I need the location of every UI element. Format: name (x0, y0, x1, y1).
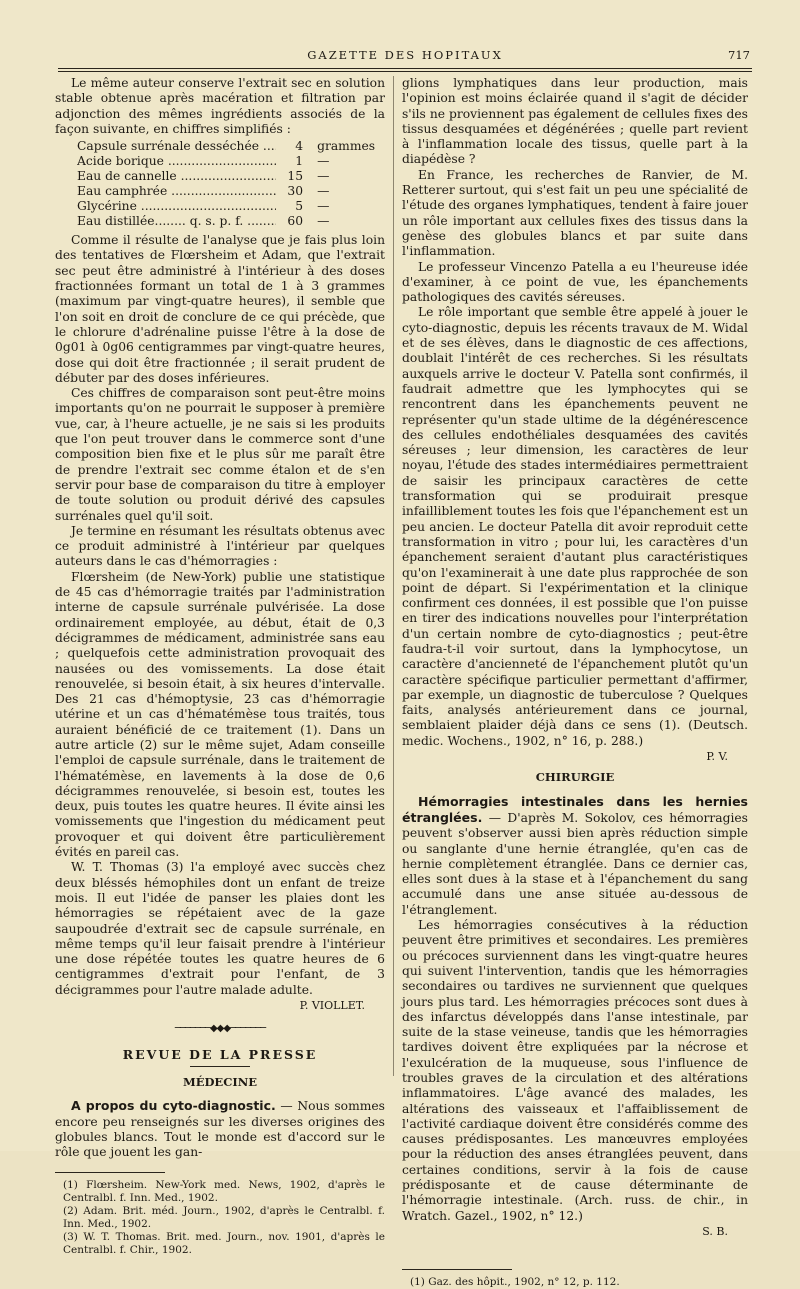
paragraph: Le professeur Vincenzo Patella a eu l'heureuse idée d'examiner, à ce point de vue, les épanchements pathologiques des cavités séreuses. (402, 259, 748, 305)
recipe-table (77, 139, 385, 229)
recipe-unit: — (317, 199, 330, 214)
paragraph: Le rôle important que semble être appelé à jouer le cyto-diagnostic, depuis les récents travaux de M. Widal et de ses élèves, dans le diagnostic de ces affections, doublait l'intérêt de ces recherches. Si les résultats auxquels arrive le docteur V. Patella sont confirmés, il faudrait admettre que les lymphocytes qui se rencontrent dans les épanchements peuvent ne représenter qu'un stade ultime de la dégénérescence des cellules endothéliales desquamées des cavités séreuses ; leur dimension, les caractères de leur noyau, l'étude des stades intermédiaires permettraient de saisir les principaux caractères de cette transformation qui se produirait presque infailliblement toutes les fois que l'épanchement est un peu ancien. Le docteur Patella dit avoir reproduit cette transformation in vitro ; pour lui, les caractères d'un épanchement seraient d'autant plus caractéristiques qu'on l'examinerait à une date plus rapprochée de son point de départ. Si l'expérimentation et la clinique confirment ces données, il est possible que l'on puisse en tirer des indications nouvelles pour l'interprétation d'un certain nombre de cyto-diagnostics ; peut-être faudra-t-il voir surtout, dans la lymphocytose, un caractère d'ancienneté de l'épanchement plutôt qu'un caractère spécifique particulier permettant d'affirmer, par exemple, un diagnostic de tuberculose ? Quelques faits, analysés antérieurement dans ce journal, semblaient plaider déjà dans ce sens (1). (Deutsch. medic. Wochens., 1902, n° 16, p. 288.) (402, 305, 748, 748)
recipe-ingredient: Eau distillée........ q. s. p. f. ..... (77, 214, 276, 229)
paragraph: glions lymphatiques dans leur production, mais l'opinion est moins éclairée quand il s'agit de décider s'ils ne proviennent pas également de cellules fixes des tissus desquamées et dégénérées ; quelle part revient à l'inflammation locale des tissus, quelle part à la diapédèse ? (402, 76, 748, 167)
footnote-rule (55, 1172, 165, 1173)
recipe-unit: grammes (317, 139, 376, 154)
footnote: (1) Gaz. des hôpit., 1902, n° 12, p. 112. (410, 1276, 620, 1289)
column-separator (393, 76, 394, 1076)
section-rule (190, 1066, 250, 1067)
article-paragraph (402, 794, 748, 918)
recipe-unit: — (317, 214, 330, 229)
recipe-quantity: 30 (287, 184, 304, 199)
recipe-ingredient: Capsule surrénale desséchée ..... (77, 139, 276, 154)
article-text: — Nous sommes encore peu renseignés sur les diverses origines des globules blancs. Tout le monde est d'accord sur le rôle que jouent les gan- (55, 1099, 385, 1160)
article-text: — D'après M. Sokolov, ces hémorragies peuvent s'observer aussi bien après réduction simple ou sanglante d'une hernie étranglée, qu'en cas de hernie complètement étranglée. Dans ce dernier cas, elles sont dues à la stase et à l'épanchement du sang accumulé dans une anse située au-dessous de l'étranglement. (402, 810, 748, 917)
recipe-row (77, 154, 385, 169)
recipe-quantity: 5 (295, 199, 304, 214)
recipe-row (77, 214, 385, 229)
page-number: 717 (728, 48, 750, 62)
footnote-rule (402, 1269, 512, 1270)
author-signature: S. B. (702, 1224, 728, 1238)
paragraph: Ces chiffres de comparaison sont peut-être moins importants qu'on ne pourrait le supposer à première vue, car, à l'heure actuelle, je ne sais si les produits que l'on peut trouver dans le commerce sont d'une composition bien fixe et le plus sûr me paraît être de prendre l'extrait sec comme étalon et de s'en servir pour base de comparaison du titre à employer de toute solution ou produit dérivé des capsules surrénales quel qu'il soit. (55, 386, 385, 523)
author-signature: P. V. (706, 750, 728, 764)
left-column (55, 76, 385, 1257)
footnote: (2) Adam. Brit. méd. Journ., 1902, d'après le Centralbl. f. Inn. Med., 1902. (63, 1205, 385, 1231)
recipe-row (77, 184, 385, 199)
recipe-quantity: 15 (287, 169, 304, 184)
header-rule (58, 68, 752, 69)
paragraph: Comme il résulte de l'analyse que je fais plus loin des tentatives de Flœrsheim et Adam, que l'extrait sec peut être administré à l'intérieur à des doses fractionnées formant un total de 1 à 3 grammes (maximum par vingt-quatre heures), il semble que l'on soit en droit de conclure de ce qui précède, que le chlorure d'adrénaline puisse l'être à la dose de 0g01 à 0g06 centigrammes par vingt-quatre heures, dose qui doit être fractionnée ; il serait prudent de débuter par des doses inférieures. (55, 233, 385, 385)
footnote: (3) W. T. Thomas. Brit. med. Journ., nov. 1901, d'après le Centralbl. f. Chir., 1902. (63, 1231, 385, 1257)
recipe-unit: — (317, 169, 330, 184)
paragraph: Flœrsheim (de New-York) publie une statistique de 45 cas d'hémorragie traités par l'administration interne de capsule surrénale pulvérisée. La dose ordinairement employée, au début, était de 0,3 décigrammes de médicament, administrée sans eau ; quelquefois cette administration provoquait des nausées ou des vomissements. La dose était renouvelée, si besoin était, à six heures d'intervalle. Des 21 cas d'hémoptysie, 23 cas d'hémorragie utérine et un cas d'hématémèse tous traités, tous auraient bénéficié de ce traitement (1). Dans un autre article (2) sur le même sujet, Adam conseille l'emploi de capsule surrénale, dans le traitement de l'hématémèse, en lavements à la dose de 0,6 décigrammes renouvelée, si besoin est, toutes les deux, puis toutes les quatre heures. Il évite ainsi les vomissements que l'ingestion du médicament peut provoquer et qui doivent être particulièrement évités en pareil cas. (55, 569, 385, 860)
paragraph: En France, les recherches de Ranvier, de M. Retterer surtout, qui s'est fait un peu une spécialité de l'étude des organes lymphatiques, tendent à faire jouer un rôle important aux cellules fixes des tissus dans la genèse des globules blancs et par suite dans l'inflammation. (402, 167, 748, 259)
recipe-row (77, 199, 385, 214)
right-column (402, 76, 748, 1289)
rubric-heading: MÉDECINE (182, 1074, 258, 1089)
recipe-unit: — (317, 184, 330, 199)
recipe-quantity: 4 (295, 139, 304, 154)
recipe-ingredient: Eau camphrée ..... (77, 184, 276, 199)
recipe-unit: — (317, 154, 330, 169)
recipe-quantity: 60 (287, 214, 304, 229)
recipe-ingredient: Glycérine ..... (77, 199, 276, 214)
section-title: REVUE DE LA PRESSE (122, 1046, 318, 1062)
article-lead: Hémorragies intestinales dans les hernies étranglées. (402, 793, 748, 825)
recipe-row (77, 139, 385, 154)
recipe-quantity: 1 (295, 154, 304, 169)
article-paragraph (55, 1098, 385, 1160)
author-signature: P. VIOLLET. (299, 999, 365, 1013)
recipe-row (77, 169, 385, 184)
rubric-heading: CHIRURGIE (535, 770, 615, 785)
paragraph: Le même auteur conserve l'extrait sec en solution stable obtenue après macération et filtration par adjonction des mêmes ingrédients associés de la façon suivante, en chiffres simplifiés : (55, 76, 385, 136)
footnote: (1) Flœrsheim. New-York med. News, 1902, d'après le Centralbl. f. Inn. Med., 1902. (63, 1179, 385, 1205)
ornament-divider: ───────◆◆◆─────── (174, 1023, 266, 1035)
recipe-ingredient: Acide borique ..... (77, 154, 276, 169)
recipe-ingredient: Eau de cannelle ..... (77, 169, 276, 184)
header-rule-double (58, 71, 752, 72)
paragraph: Les hémorragies consécutives à la réduction peuvent être primitives et secondaires. Les premières ou précoces surviennent dans les vingt-quatre heures qui suivent l'intervention, tandis que les hémorragies secondaires ou tardives ne surviennent que quelques jours plus tard. Les hémorragies précoces sont dues à des infarctus développés dans l'anse intestinale, par suite de la stase veineuse, tandis que les hémorragies tardives doivent être expliquées par la nécrose et l'exulcération de la muqueuse, sous l'influence de troubles graves de la circulation et des altérations inflammatoires. L'âge avancé des malades, les altérations des vaisseaux et l'affaiblissement de l'activité cardiaque doivent être considérés comme des causes prédisposantes. Les manœuvres employées pour la réduction des anses étranglées peuvent, dans certaines conditions, servir à la fois de cause prédisposante et de cause déterminante de l'hémorragie intestinale. (Arch. russ. de chir., in Wratch. Gazel., 1902, n° 12.) (402, 918, 748, 1223)
article-lead: A propos du cyto-diagnostic. (71, 1098, 276, 1114)
page-header (60, 46, 750, 68)
paragraph: W. T. Thomas (3) l'a employé avec succès chez deux bléssés hémophiles dont un enfant de treize mois. Il eut l'idée de panser les plaies dont les hémorragies se répétaient avec de la gaze saupoudrée d'extrait sec de capsule surrénale, en même temps qu'il leur faisait prendre à l'intérieur une dose répétée toutes les quatre heures de 6 centigrammes d'extrait pour l'enfant, de 3 décigrammes pour l'autre malade adulte. (55, 860, 385, 997)
paragraph: Je termine en résumant les résultats obtenus avec ce produit administré à l'intérieur par quelques auteurs dans le cas d'hémorragies : (55, 523, 385, 569)
journal-title: GAZETTE DES HOPITAUX (307, 48, 503, 62)
